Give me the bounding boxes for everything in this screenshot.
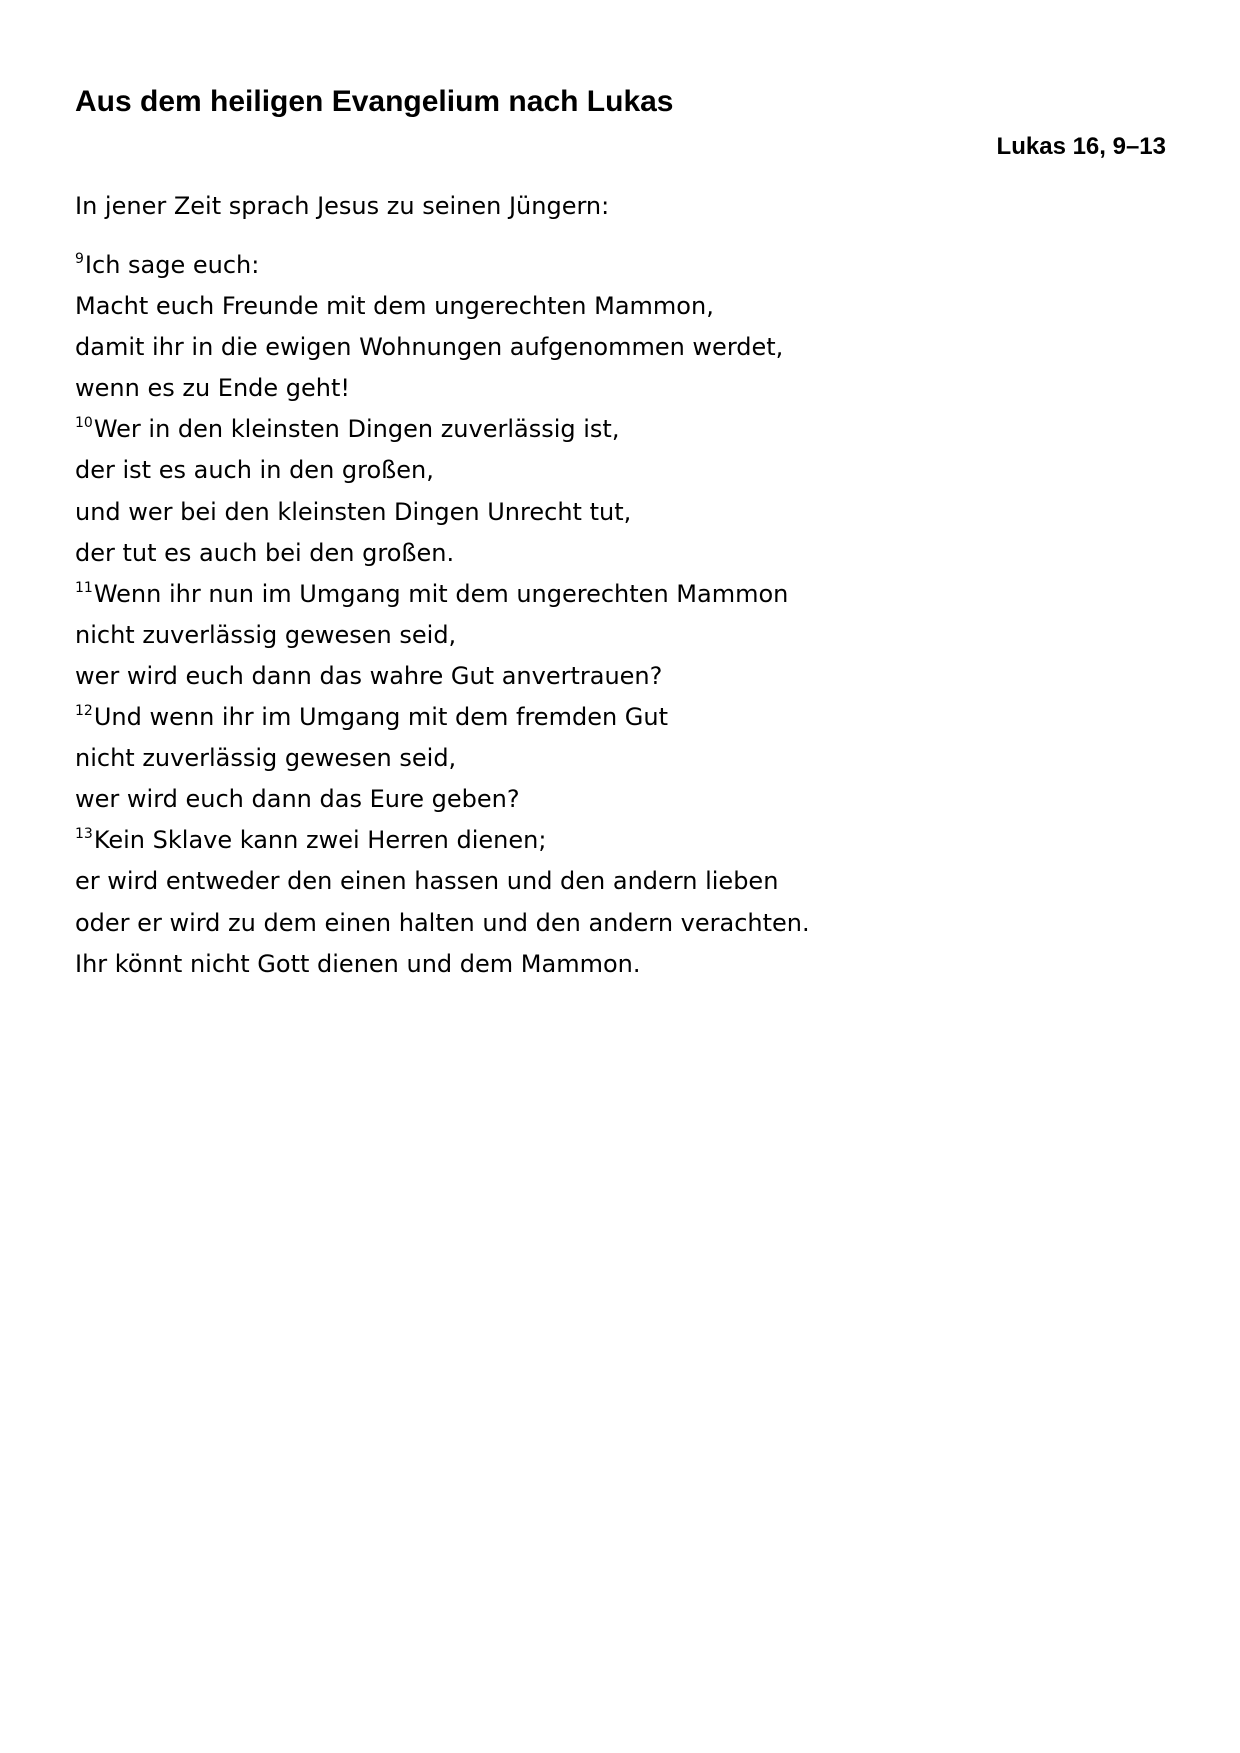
line-text: der ist es auch in den großen, [75, 456, 434, 485]
verse-number: 9 [75, 251, 84, 267]
line-text: Wenn ihr nun im Umgang mit dem ungerechten Mammon [93, 579, 789, 608]
scripture-line [75, 779, 810, 820]
line-text: Ich sage euch: [84, 251, 260, 279]
scripture-line [75, 327, 810, 368]
line-text: Wer in den kleinsten Dingen zuverlässig ist, [93, 415, 620, 444]
line-text: damit ihr in die ewigen Wohnungen aufgenommen werdet, [75, 333, 784, 362]
intro-text: In jener Zeit sprach Jesus zu seinen Jüngern: [75, 192, 610, 220]
line-text: er wird entweder den einen hassen und den andern lieben [75, 867, 779, 896]
scripture-line [75, 615, 810, 656]
verse-number: 13 [75, 826, 93, 843]
scripture-line [75, 245, 810, 286]
scripture-line [75, 286, 810, 327]
verse-number: 10 [75, 415, 93, 432]
line-text: der tut es auch bei den großen. [75, 538, 455, 567]
scripture-line [75, 450, 810, 491]
verse-number: 11 [75, 579, 93, 596]
line-text: nicht zuverlässig gewesen seid, [75, 620, 457, 649]
verse-number: 12 [75, 703, 93, 720]
scripture-line [75, 368, 810, 409]
line-text: Kein Sklave kann zwei Herren dienen; [93, 826, 547, 855]
line-text: Ihr könnt nicht Gott dienen und dem Mammon. [75, 949, 641, 978]
line-text: nicht zuverlässig gewesen seid, [75, 744, 457, 773]
line-text: und wer bei den kleinsten Dingen Unrecht tut, [75, 497, 632, 526]
line-text: wer wird euch dann das wahre Gut anvertrauen? [75, 661, 663, 690]
scripture-line [75, 492, 810, 533]
scripture-line [75, 409, 810, 450]
line-text: wenn es zu Ende geht! [75, 374, 351, 403]
scripture-line [75, 738, 810, 779]
scripture-line [75, 697, 810, 738]
scripture-line [75, 861, 810, 902]
scripture-line [75, 574, 810, 615]
scripture-line [75, 903, 810, 944]
scripture-line [75, 820, 810, 861]
scripture-line [75, 656, 810, 697]
scripture-reference: Lukas 16, 9–13 [996, 133, 1166, 160]
scripture-line [75, 944, 810, 985]
document-title: Aus dem heiligen Evangelium nach Lukas [75, 85, 674, 118]
scripture-line [75, 533, 810, 574]
line-text: Macht euch Freunde mit dem ungerechten Mammon, [75, 292, 714, 321]
line-text: Und wenn ihr im Umgang mit dem fremden Gut [93, 703, 669, 732]
line-text: wer wird euch dann das Eure geben? [75, 785, 520, 814]
line-text: oder er wird zu dem einen halten und den andern verachten. [75, 908, 810, 937]
scripture-text [75, 245, 810, 985]
